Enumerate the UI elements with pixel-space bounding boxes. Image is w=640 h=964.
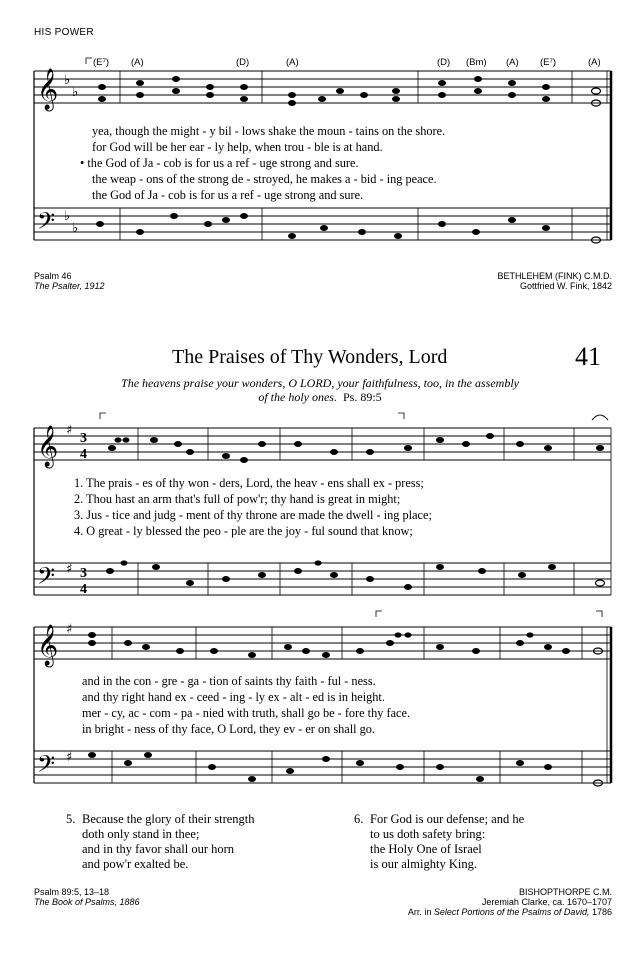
hymn40-bass-notes bbox=[96, 213, 550, 239]
flat-icon: ♭ bbox=[64, 73, 71, 88]
treble-clef-icon: 𝄞 bbox=[37, 69, 59, 110]
hymn41-source-left: Psalm 89:5, 13–18 The Book of Psalms, 1886 bbox=[34, 887, 140, 907]
bass-clef-icon: 𝄢 bbox=[37, 562, 56, 595]
stanza-2-cont: and thy right hand ex - ceed - ing - ly ex - alt - ed is in height. bbox=[82, 690, 385, 704]
stanza-1-cont: and in the con - gre - ga - tion of saints thy faith - ful - ness. bbox=[82, 674, 376, 688]
hymn41-system1-treble bbox=[34, 428, 611, 460]
hymn41-s2-treble-notes bbox=[88, 632, 570, 658]
flat-icon: ♭ bbox=[72, 221, 79, 236]
stanza-1-line: 1. The prais - es of thy won - ders, Lord, the heav - ens shall ex - press; bbox=[74, 476, 424, 490]
hymn40-lyric-line-2: for God will be her ear - ly help, when trou - ble is at hand. bbox=[92, 140, 383, 154]
bass-clef-icon: 𝄢 bbox=[37, 750, 56, 783]
sharp-icon: ♯ bbox=[66, 622, 73, 637]
chord-symbol: (A) bbox=[588, 57, 601, 68]
hymn-number: 41 bbox=[575, 342, 601, 371]
hymn40-lyric-line-5: the God of Ja - cob is for us a ref - uge strong and sure. bbox=[92, 188, 364, 202]
chord-symbol: (D) bbox=[236, 57, 250, 68]
time-signature: 3 bbox=[80, 431, 87, 446]
stanza-3-line: 3. Jus - tice and judg - ment of thy throne are made the dwell - ing place; bbox=[74, 508, 432, 522]
svg-text:4: 4 bbox=[80, 582, 87, 597]
hymn40-source-right: BETHLEHEM (FINK) C.M.D. Gottfried W. Fink, 1842 bbox=[497, 271, 612, 291]
epigraph: The heavens praise your wonders, O LORD, your faithfulness, too, in the assembly of the holy ones. Ps. 89:5 bbox=[121, 376, 519, 404]
stanza-4-cont: in bright - ness of thy face, O Lord, they ev - er on shall go. bbox=[82, 722, 375, 736]
hymn41-s1-bass-notes bbox=[106, 560, 556, 590]
hymn41-system1-bass bbox=[34, 563, 611, 595]
chord-symbol: (A) bbox=[131, 57, 144, 68]
stanza-2-line: 2. Thou hast an arm that's full of pow'r; thy hand is great in might; bbox=[74, 492, 401, 506]
sharp-icon: ♯ bbox=[66, 423, 73, 438]
fermata-icon bbox=[592, 415, 608, 420]
chord-symbol: (A) bbox=[506, 57, 519, 68]
stanza-6: 6. For God is our defense; and he to us doth safety bring: the Holy One of Israel is our almighty King. bbox=[354, 812, 525, 871]
hymn40-source-left: Psalm 46 The Psalter, 1912 bbox=[34, 271, 105, 291]
hymn40-treble-notes bbox=[98, 76, 550, 106]
bass-clef-icon: 𝄢 bbox=[37, 207, 56, 240]
chord-symbol: (E⁷) bbox=[93, 57, 110, 68]
hymn40-bass-staff bbox=[34, 208, 611, 240]
treble-clef-icon: 𝄞 bbox=[37, 426, 59, 467]
hymn40-lyric-line-3: • the God of Ja - cob is for us a ref - uge strong and sure. bbox=[80, 156, 359, 170]
hymn41-source-right: BISHOPTHORPE C.M. Jeremiah Clarke, ca. 1670–1707 Arr. in Select Portions of the Psalms of David, 1786 bbox=[407, 887, 612, 917]
stanza-5: 5. Because the glory of their strength doth only stand in thee; and in thy favor shall our horn and pow'r exalted be. bbox=[66, 812, 255, 871]
hymn40-lyric-line-1: yea, though the might - y bil - lows shake the moun - tains on the shore. bbox=[92, 124, 446, 138]
chord-symbol: (Bm) bbox=[466, 57, 487, 68]
chord-symbol: (E⁷) bbox=[540, 57, 557, 68]
sharp-icon: ♯ bbox=[66, 562, 73, 577]
running-head: HIS POWER bbox=[34, 27, 94, 38]
hymn-title: The Praises of Thy Wonders, Lord bbox=[172, 346, 448, 368]
stanza-4-line: 4. O great - ly blessed the peo - ple are the joy - ful sound that know; bbox=[74, 524, 413, 538]
flat-icon: ♭ bbox=[72, 85, 79, 100]
flat-icon: ♭ bbox=[64, 209, 71, 224]
sharp-icon: ♯ bbox=[66, 750, 73, 765]
hymn41-s1-treble-notes bbox=[108, 433, 604, 463]
svg-text:4: 4 bbox=[80, 447, 87, 462]
hymn40-lyric-line-4: the weap - ons of the strong de - stroyed, he makes a - bid - ing peace. bbox=[92, 172, 437, 186]
chord-symbol: (A) bbox=[286, 57, 299, 68]
chord-symbol: (D) bbox=[437, 57, 451, 68]
svg-text:3: 3 bbox=[80, 566, 87, 581]
treble-clef-icon: 𝄞 bbox=[37, 625, 59, 666]
hymn41-system2-bass bbox=[34, 751, 611, 783]
stanza-3-cont: mer - cy, ac - com - pa - nied with truth, shall go be - fore thy face. bbox=[82, 706, 411, 720]
